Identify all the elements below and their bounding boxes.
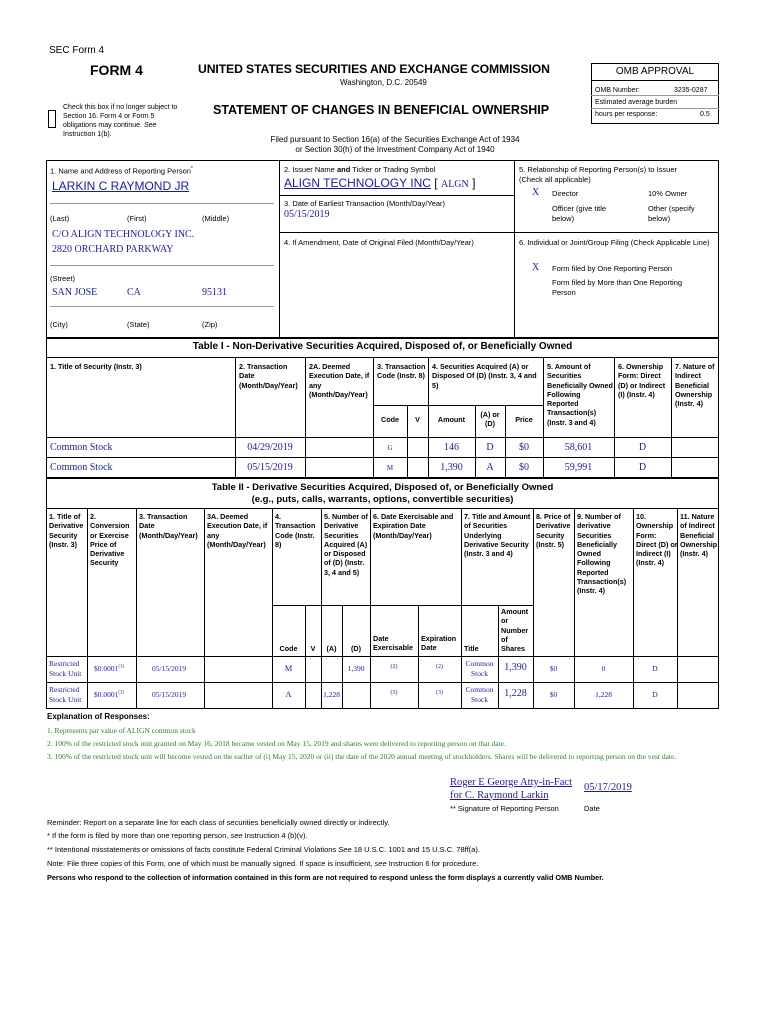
table1-title: Table I - Non-Derivative Securities Acquired, Disposed of, or Beneficially Owned [192, 341, 573, 352]
ten-percent-owner-label: 10% Owner [648, 189, 688, 198]
t2-expiration: Expiration Date [421, 634, 457, 653]
issuer-name-link[interactable]: ALIGN TECHNOLOGY INC [284, 176, 431, 190]
t1-h3: 3. Transaction Code (Instr. 8) [377, 362, 426, 381]
table2-title: Table II - Derivative Securities Acquired, Disposed of, or Beneficially Owned (e.g., puts, calls, warrants, options, convertible securities) [211, 482, 554, 505]
t1-aord: (A) or (D) [480, 410, 500, 429]
relationship-label: 5. Relationship of Reporting Person(s) to Issuer (Check all applicable) [519, 165, 677, 184]
one-person-label: Form filed by One Reporting Person [552, 264, 673, 273]
omb-title: OMB APPROVAL [615, 66, 695, 77]
issuer-label: 2. Issuer Name and Ticker or Trading Symbol [284, 165, 436, 174]
address-line-2: 2820 ORCHARD PARKWAY [52, 244, 174, 255]
signature[interactable]: Roger E George Atty-in-Fact for C. Raymond Larkin [450, 777, 572, 801]
city-label: (City) [50, 320, 68, 329]
ticker: ALGN [440, 179, 469, 190]
first-label: (First) [127, 214, 147, 223]
t1-h7: 7. Nature of Indirect Beneficial Ownership (Instr. 4) [675, 362, 715, 409]
t1-v: V [415, 415, 420, 424]
t1-h2: 2. Transaction Date (Month/Day/Year) [239, 362, 298, 390]
omb-number: 3235-0287 [674, 87, 708, 94]
t1-h1: 1. Title of Security (Instr. 3) [50, 362, 142, 371]
other-label: Other (specify below) [648, 204, 695, 223]
earliest-date: 05/15/2019 [284, 209, 330, 220]
t2-h10: 10. Ownership Form: Direct (D) or Indirect (I) (Instr. 4) [636, 512, 678, 568]
omb-hours: 0.5 [700, 111, 710, 118]
director-label: Director [552, 189, 579, 198]
t2-h5: 5. Number of Derivative Securities Acquired (A) or Disposed of (D) (Instr. 3, 4 and 5) [324, 512, 368, 577]
footnote-4: Persons who respond to the collection of information contained in this form are not required to respond unless the form displays a currently valid OMB Number. [47, 873, 604, 882]
footnote-2: ** Intentional misstatements or omissions of facts constitute Federal Criminal Violations See 18 U.S.C. 1001 and 15 U.S.C. 78ff(a). [47, 845, 480, 854]
officer-label: Officer (give title below) [552, 204, 607, 223]
t2-title: Title [464, 644, 479, 653]
t2-code: Code [279, 644, 298, 653]
t2-h7: 7. Title and Amount of Securities Underlying Derivative Security (Instr. 3 and 4) [464, 512, 531, 559]
t1-h4: 4. Securities Acquired (A) or Disposed Of (D) (Instr. 3, 4 and 5) [432, 362, 537, 390]
t2-amount: Amount or Number of Shares [501, 607, 529, 654]
issuer-name-row: ALIGN TECHNOLOGY INC [ ALGN ] [284, 176, 476, 190]
location: Washington, D.C. 20549 [340, 78, 427, 87]
street-label: (Street) [50, 274, 76, 283]
signature-date[interactable]: 05/17/2019 [584, 782, 632, 793]
t1-price: Price [515, 415, 533, 424]
reporting-person-name[interactable]: LARKIN C RAYMOND JR [52, 179, 190, 193]
t2-h4: 4. Transaction Code (Instr. 8) [275, 512, 316, 549]
commission-title: UNITED STATES SECURITIES AND EXCHANGE COMMISSION [198, 62, 550, 76]
city: SAN JOSE [52, 287, 98, 298]
earliest-label: 3. Date of Earliest Transaction (Month/Day/Year) [284, 199, 446, 208]
t2-h1: 1. Title of Derivative Security (Instr. 3) [49, 512, 84, 549]
footnote-1: * If the form is filed by more than one reporting person, see Instruction 4 (b)(v). [47, 831, 308, 840]
explanation-2: 2. 100% of the restricted stock unit granted on May 16, 2018 became vested on May 15, 2019 and shares were delivered to reporting person on that date. [47, 739, 506, 748]
address-line-1: C/O ALIGN TECHNOLOGY INC. [52, 229, 195, 240]
t1-h2a: 2A. Deemed Execution Date, if any (Month/Day/Year) [309, 362, 370, 399]
amendment-label: 4. If Amendment, Date of Original Filed (Month/Day/Year) [284, 238, 474, 247]
t1-h5: 5. Amount of Securities Beneficially Owned Following Reported Transaction(s) (Instr. 3 and 4) [547, 362, 613, 427]
filing-label: 6. Individual or Joint/Group Filing (Check Applicable Line) [519, 238, 710, 247]
last-label: (Last) [50, 214, 70, 223]
explanation-title: Explanation of Responses: [47, 712, 150, 721]
omb-burden-label: Estimated average burden [595, 99, 678, 106]
t2-h3a: 3A. Deemed Execution Date, if any (Month/Day/Year) [207, 512, 268, 549]
state-label: (State) [127, 320, 150, 329]
director-check[interactable]: X [532, 187, 540, 198]
no-longer-subject-checkbox[interactable] [48, 110, 56, 128]
footnote-3: Note: File three copies of this Form, one of which must be manually signed. If space is insufficient, see Instruction 6 for procedure. [47, 859, 479, 868]
t2-h3: 3. Transaction Date (Month/Day/Year) [139, 512, 198, 540]
more-persons-label: Form filed by More than One Reporting Person [552, 278, 683, 297]
zip-label: (Zip) [202, 320, 218, 329]
reminder: Reminder: Report on a separate line for each class of securities beneficially owned directly or indirectly. [47, 818, 390, 827]
date-label: Date [584, 804, 600, 813]
t2-h8: 8. Price of Derivative Security (Instr. 5) [536, 512, 571, 549]
middle-label: (Middle) [202, 214, 230, 223]
zip: 95131 [202, 287, 227, 298]
signature-label: ** Signature of Reporting Person [450, 804, 559, 813]
t2-a: (A) [326, 644, 337, 653]
t2-h11: 11. Nature of Indirect Beneficial Ownership (Instr. 4) [680, 512, 718, 559]
t1-h6: 6. Ownership Form: Direct (D) or Indirect (I) (Instr. 4) [618, 362, 666, 399]
t2-exercisable: Date Exercisable [373, 634, 413, 653]
filed-pursuant: Filed pursuant to Section 16(a) of the Securities Exchange Act of 1934 or Section 30(h) of the Investment Company Act of 1940 [270, 135, 520, 154]
t2-h6: 6. Date Exercisable and Expiration Date (Month/Day/Year) [373, 512, 454, 540]
explanation-3: 3. 100% of the restricted stock unit will become vested on the earlier of (i) May 15, 2020 or (ii) the date of the 2020 annual meeting of stockholders. Shares will be delivered to reporting person on the vest date. [47, 752, 677, 761]
t2-v: V [310, 644, 316, 653]
sec-form-label: SEC Form 4 [49, 45, 105, 56]
one-person-check[interactable]: X [532, 262, 540, 273]
state: CA [127, 287, 141, 298]
reporting-person-label: 1. Name and Address of Reporting Person* [50, 166, 193, 176]
explanation-1: 1. Represents par value of ALIGN common stock [47, 726, 196, 735]
form-title: FORM 4 [90, 62, 143, 78]
t2-h9: 9. Number of derivative Securities Beneficially Owned Following Reported Transaction(s) (Instr. 4) [577, 512, 627, 596]
t1-amount: Amount [437, 415, 466, 424]
t2-h2: 2. Conversion or Exercise Price of Derivative Security [90, 512, 130, 568]
t2-d: (D) [351, 644, 361, 653]
t1-code: Code [381, 415, 399, 424]
omb-hours-label: hours per response: [595, 111, 658, 118]
checkbox-text: Check this box if no longer subject to Section 16. Form 4 or Form 5 obligations may continue. See Instruction 1(b). [63, 104, 178, 138]
omb-number-label: OMB Number: [595, 87, 640, 94]
statement-title: STATEMENT OF CHANGES IN BENEFICIAL OWNERSHIP [213, 103, 550, 117]
